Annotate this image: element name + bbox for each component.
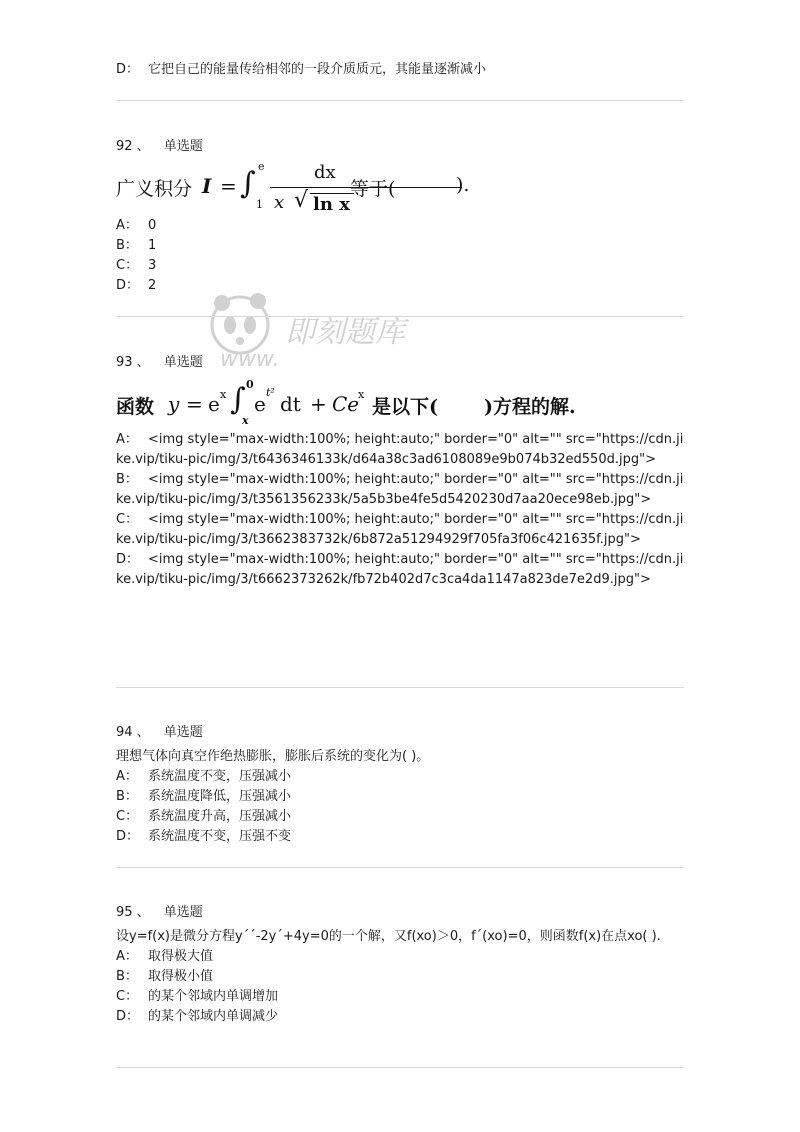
question-type: 单选题 (163, 725, 203, 740)
option-text: <img style="max-width:100%; height:auto;" border="0" alt="" src="https://cdn.jike.vip/tiku-pic/img/3/t3561356233k/5a5b3be4fe5d5420230d7aa20ece98eb.jpg"> (116, 472, 684, 507)
q93-formula (116, 378, 596, 427)
formula-suffix: 等于( (350, 178, 396, 200)
q91-option-d (116, 60, 486, 80)
q92-option-d (116, 276, 156, 296)
option-text: 取得极小值 (148, 969, 214, 984)
formula-et-sup: t² (266, 386, 275, 399)
q95-header (116, 903, 203, 923)
option-label: B： (116, 789, 138, 804)
option-text: <img style="max-width:100%; height:auto;" border="0" alt="" src="https://cdn.jike.vip/tiku-pic/img/3/t6436346133k/d64a38c3ad6108089e9b074b32ed550d.jpg"> (116, 432, 684, 467)
option-text: 2 (148, 278, 157, 293)
q94-option-b (116, 787, 429, 807)
formula-y: y (168, 392, 180, 416)
q94-option-a (116, 767, 429, 787)
formula-plus: + (310, 392, 327, 416)
option-label: D： (116, 278, 140, 293)
option-label: D： (116, 62, 140, 77)
formula-ex-sup: x (220, 388, 227, 401)
watermark (210, 285, 420, 385)
option-label: A： (116, 769, 138, 784)
divider (116, 867, 684, 868)
q93-options (116, 430, 684, 590)
question-number: 93 、 (116, 355, 150, 370)
option-text: <img style="max-width:100%; height:auto;" border="0" alt="" src="https://cdn.jike.vip/tiku-pic/img/3/t3662383732k/6b872a51294929f705fa3f06c421635f.jpg"> (116, 512, 684, 547)
q94-option-d (116, 827, 429, 847)
question-type: 单选题 (163, 139, 203, 154)
question-number: 95 、 (116, 905, 150, 920)
formula-et: e (254, 392, 266, 416)
option-label: C： (116, 989, 139, 1004)
option-text: 的某个邻域内单调增加 (148, 989, 279, 1004)
option-text: 系统温度降低，压强减小 (148, 789, 292, 804)
formula-upper: 0 (246, 378, 254, 391)
formula-close: ). (456, 174, 470, 196)
option-label: D： (116, 552, 140, 567)
divider (116, 687, 684, 688)
q92-option-c (116, 256, 156, 276)
formula-sqrt: √ (294, 188, 309, 213)
formula-close: )方程的解. (484, 396, 576, 418)
option-text: 1 (148, 238, 157, 253)
q95-option-b (116, 967, 684, 987)
question-stem: 设y=f(x)是微分方程y´´-2y´+4y=0的一个解，又f(xo)＞0，f´(xo)=0，则函数f(x)在点xo( ). (116, 929, 661, 944)
question-type: 单选题 (163, 355, 203, 370)
q93-option-c (116, 510, 684, 550)
formula-upper: e (258, 160, 265, 173)
q95-option-c (116, 987, 684, 1007)
option-text: 系统温度不变，压强不变 (148, 829, 292, 844)
watermark-url: www. (220, 347, 280, 372)
q93-option-d (116, 550, 684, 590)
formula-eq: = (186, 392, 203, 416)
formula-eq: = (220, 174, 237, 198)
option-label: A： (116, 432, 138, 447)
q94-option-c (116, 807, 429, 827)
formula-den-ln: ln x (313, 194, 350, 215)
question-number: 92 、 (116, 139, 150, 154)
option-text: 的某个邻域内单调减少 (148, 1009, 279, 1024)
divider (116, 316, 684, 317)
formula-var: I (202, 174, 212, 198)
option-label: C： (116, 258, 139, 273)
formula-Cex: Ce (332, 392, 360, 416)
q93-option-a (116, 430, 684, 470)
option-label: A： (116, 218, 138, 233)
formula-integral: ∫ (230, 382, 246, 417)
option-text: 系统温度升高，压强减小 (148, 809, 292, 824)
option-label: B： (116, 969, 138, 984)
q93-header (116, 353, 203, 373)
formula-suffix: 是以下( (372, 396, 438, 418)
q94-body (116, 747, 429, 847)
divider (116, 100, 684, 101)
divider (116, 1067, 684, 1068)
q94-header (116, 723, 203, 743)
question-number: 94 、 (116, 725, 150, 740)
formula-ex: e (208, 392, 220, 416)
option-label: D： (116, 1009, 140, 1024)
q92-option-a (116, 216, 156, 236)
q92-formula (116, 162, 516, 214)
formula-prefix: 函数 (116, 396, 155, 418)
option-label: B： (116, 238, 138, 253)
q92-option-b (116, 236, 156, 256)
formula-den-x: x (274, 192, 285, 213)
q95-body (116, 927, 684, 1027)
option-text: <img style="max-width:100%; height:auto;" border="0" alt="" src="https://cdn.jike.vip/tiku-pic/img/3/t6662373262k/fb72b402d7c3ca4da1147a823de7e2d9.jpg"> (116, 552, 684, 587)
option-text: 取得极大值 (148, 949, 214, 964)
option-label: D： (116, 829, 140, 844)
option-label: C： (116, 809, 139, 824)
option-text: 3 (148, 258, 157, 273)
q95-option-d (116, 1007, 684, 1027)
formula-Cex-sup: x (358, 388, 365, 401)
formula-lower: 1 (256, 198, 263, 211)
formula-integral: ∫ (240, 166, 256, 201)
formula-lower: x (242, 414, 249, 427)
watermark-brand: 即刻题库 (285, 315, 405, 350)
formula-prefix: 广义积分 (116, 178, 193, 200)
option-text: 它把自己的能量传给相邻的一段介质质元，其能量逐渐减小 (148, 62, 487, 77)
question-stem: 理想气体向真空作绝热膨胀，膨胀后系统的变化为( )。 (116, 749, 430, 764)
option-text: 系统温度不变，压强减小 (148, 769, 292, 784)
option-label: B： (116, 472, 138, 487)
q95-option-a (116, 947, 684, 967)
formula-dt: dt (280, 392, 301, 416)
q93-option-b (116, 470, 684, 510)
q92-header (116, 137, 203, 157)
question-type: 单选题 (163, 905, 203, 920)
option-text: 0 (148, 218, 157, 233)
option-label: C： (116, 512, 139, 527)
option-label: A： (116, 949, 138, 964)
formula-numerator: dx (314, 162, 336, 183)
q92-options (116, 216, 156, 296)
